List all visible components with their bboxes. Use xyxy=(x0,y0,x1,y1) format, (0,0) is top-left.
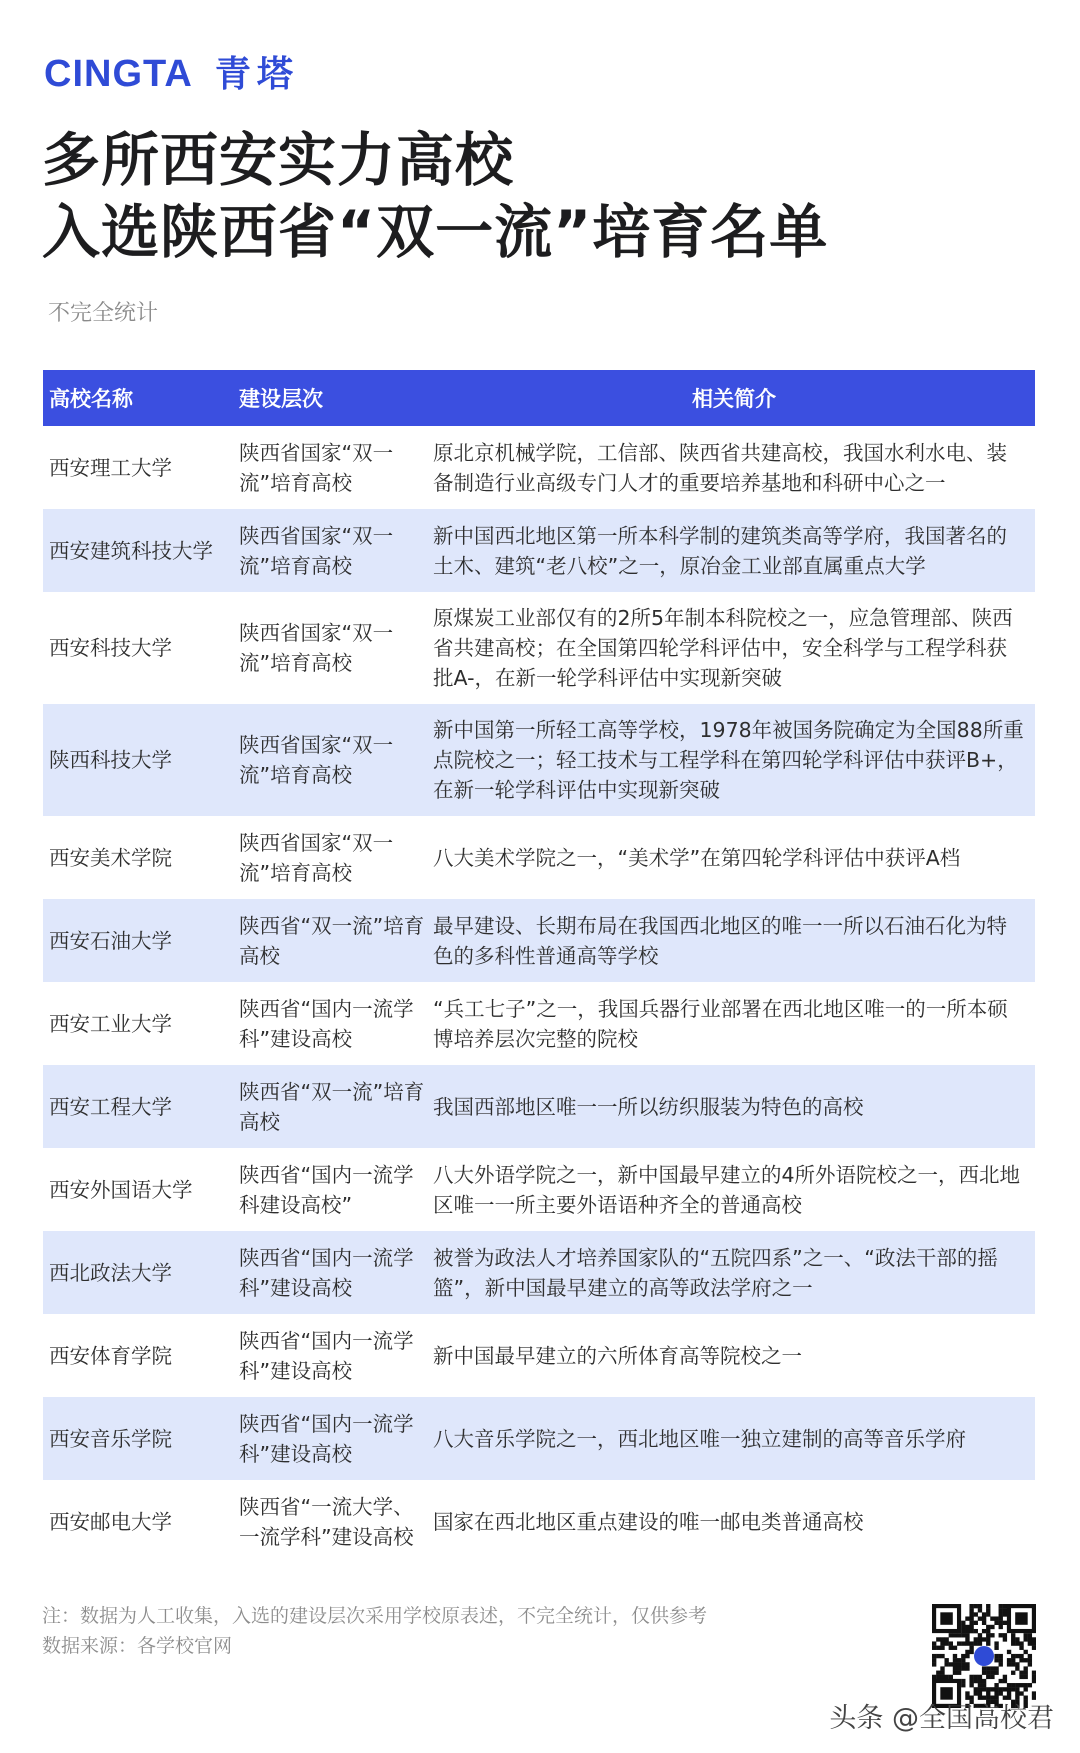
school-name: 西安建筑科技大学 xyxy=(49,538,213,563)
school-name: 西安石油大学 xyxy=(49,928,172,953)
school-name: 西安体育学院 xyxy=(49,1343,172,1368)
table-row xyxy=(43,1314,1035,1397)
watermark-text: 头条 @全国高校君 xyxy=(829,1703,1054,1734)
build-level: 陕西省“国内一流学科”建设高校 xyxy=(239,996,414,1051)
school-intro: 原煤炭工业部仅有的2所5年制本科院校之一，应急管理部、陕西省共建高校；在全国第四轮学科评估中，安全科学与工程学科获批A-，在新一轮学科评估中实现新突破 xyxy=(433,606,1013,690)
build-level: 陕西省“一流大学、一流学科”建设高校 xyxy=(239,1494,414,1549)
school-name: 西安邮电大学 xyxy=(49,1509,172,1534)
school-intro: 八大美术学院之一，“美术学”在第四轮学科评估中获评A档 xyxy=(433,845,961,870)
school-name: 西安美术学院 xyxy=(49,845,172,870)
table-row xyxy=(43,509,1035,592)
build-level: 陕西省“双一流”培育高校 xyxy=(239,1079,425,1134)
table-row xyxy=(43,899,1035,982)
school-intro: 最早建设、长期布局在我国西北地区的唯一一所以石油石化为特色的多科性普通高等学校 xyxy=(433,913,1007,968)
page-title-line2: 入选陕西省“双一流”培育名单 xyxy=(42,198,829,266)
build-level: 陕西省“双一流”培育高校 xyxy=(239,913,425,968)
page-title-line1: 多所西安实力高校 xyxy=(42,126,515,194)
school-name: 西安工业大学 xyxy=(49,1011,172,1036)
table-row xyxy=(43,982,1035,1065)
build-level: 陕西省国家“双一流”培育高校 xyxy=(239,830,394,885)
table-row xyxy=(43,1397,1035,1480)
build-level: 陕西省国家“双一流”培育高校 xyxy=(239,440,394,495)
brand-name-en: CINGTA xyxy=(44,53,193,95)
build-level: 陕西省国家“双一流”培育高校 xyxy=(239,733,394,787)
page-title xyxy=(42,124,828,268)
qr-code-icon xyxy=(932,1604,1036,1708)
table-row xyxy=(43,592,1035,704)
school-name: 西安工程大学 xyxy=(49,1094,172,1119)
brand-logo xyxy=(44,46,299,97)
footnote-line1: 注：数据为人工收集，入选的建设层次采用学校原表述，不完全统计，仅供参考 xyxy=(42,1605,708,1627)
table-row xyxy=(43,426,1035,509)
university-table xyxy=(43,370,1035,1563)
footnote-source: 数据来源：各学校官网 xyxy=(42,1635,233,1657)
column-header-intro: 相关简介 xyxy=(692,387,776,411)
table-row xyxy=(43,1148,1035,1231)
school-intro: 新中国西北地区第一所本科学制的建筑类高等学府，我国著名的土木、建筑“老八校”之一，原冶金工业部直属重点大学 xyxy=(433,523,1007,578)
column-header-name: 高校名称 xyxy=(49,387,133,411)
school-intro: 新中国第一所轻工高等学校，1978年被国务院确定为全国88所重点院校之一；轻工技术与工程学科在第四轮学科评估中获评B+，在新一轮学科评估中实现新突破 xyxy=(433,718,1024,802)
school-intro: “兵工七子”之一，我国兵器行业部署在西北地区唯一的一所本硕博培养层次完整的院校 xyxy=(433,996,1008,1051)
build-level: 陕西省“国内一流学科”建设高校 xyxy=(239,1245,414,1300)
page-subtitle: 不完全统计 xyxy=(48,301,159,326)
column-header-level: 建设层次 xyxy=(239,387,323,411)
table-row xyxy=(43,816,1035,899)
school-intro: 原北京机械学院，工信部、陕西省共建高校，我国水利水电、装备制造行业高级专门人才的重要培养基地和科研中心之一 xyxy=(433,440,1007,495)
school-intro: 国家在西北地区重点建设的唯一邮电类普通高校 xyxy=(433,1509,864,1534)
school-name: 陕西科技大学 xyxy=(49,748,172,772)
table-body xyxy=(43,426,1035,1563)
school-intro: 八大外语学院之一，新中国最早建立的4所外语院校之一，西北地区唯一一所主要外语语种齐全的普通高校 xyxy=(433,1162,1021,1217)
school-intro: 被誉为政法人才培养国家队的“五院四系”之一、“政法干部的摇篮”，新中国最早建立的高等政法学府之一 xyxy=(433,1245,998,1300)
build-level: 陕西省国家“双一流”培育高校 xyxy=(239,523,394,578)
school-intro: 我国西部地区唯一一所以纺织服装为特色的高校 xyxy=(433,1094,864,1119)
build-level: 陕西省“国内一流学科建设高校” xyxy=(239,1162,414,1217)
footnote xyxy=(42,1601,707,1661)
brand-name-cn: 青塔 xyxy=(214,54,299,95)
school-intro: 八大音乐学院之一，西北地区唯一独立建制的高等音乐学府 xyxy=(433,1426,966,1451)
build-level: 陕西省“国内一流学科”建设高校 xyxy=(239,1328,414,1383)
build-level: 陕西省“国内一流学科”建设高校 xyxy=(239,1411,414,1466)
table-header xyxy=(43,370,1035,426)
table-row xyxy=(43,704,1035,816)
school-name: 西安音乐学院 xyxy=(49,1426,172,1451)
table-row xyxy=(43,1231,1035,1314)
build-level: 陕西省国家“双一流”培育高校 xyxy=(239,621,394,675)
school-name: 西安科技大学 xyxy=(49,636,172,660)
table-row xyxy=(43,1480,1035,1563)
school-intro: 新中国最早建立的六所体育高等院校之一 xyxy=(433,1343,802,1368)
school-name: 西安外国语大学 xyxy=(49,1177,193,1202)
table-row xyxy=(43,1065,1035,1148)
school-name: 西安理工大学 xyxy=(49,455,172,480)
school-name: 西北政法大学 xyxy=(49,1260,172,1285)
